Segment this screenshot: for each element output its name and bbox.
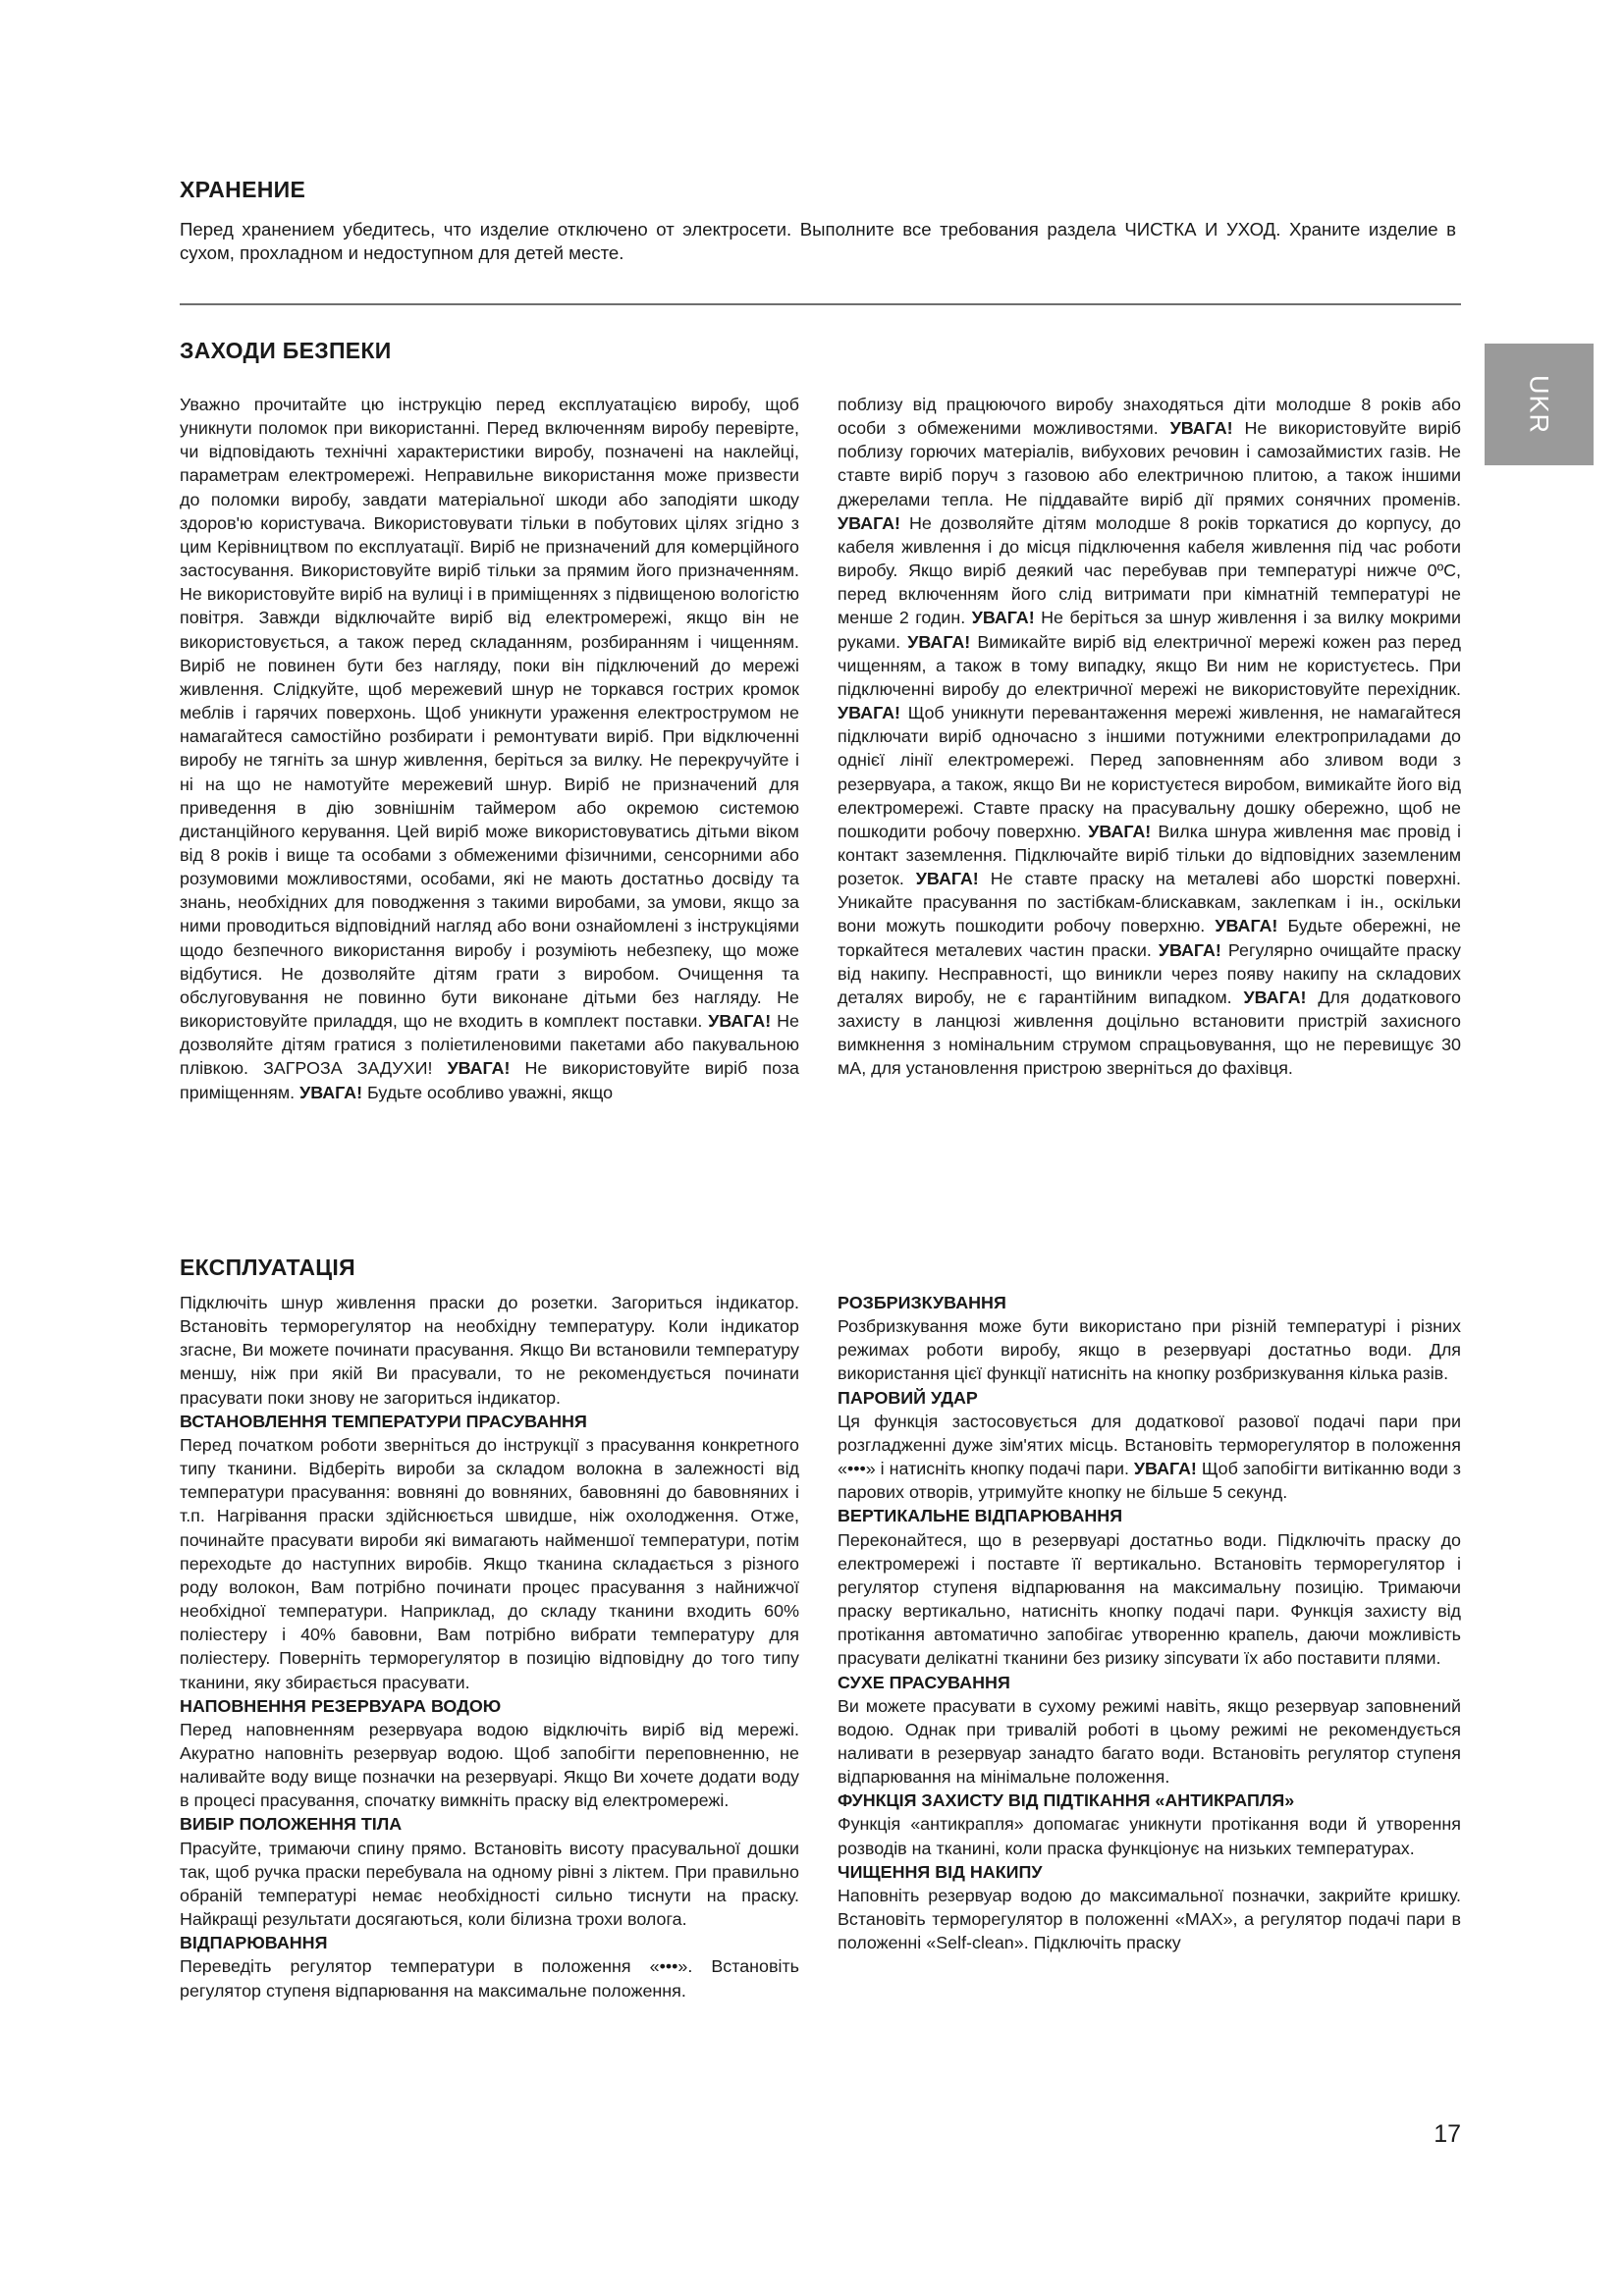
text-run: Прасуйте, тримаючи спину прямо. Встановіть висоту прасувальної дошки так, щоб ручка праски перебувала на одному рівні з ліктем. При правильно обраній температурі немає необхідності сильно тиснути на праску. Найкращі результати досягаються, коли білизна трохи волога. <box>180 1838 799 1930</box>
page-number: 17 <box>1434 2120 1461 2148</box>
warning-label: УВАГА! <box>838 512 900 533</box>
subsection-heading: ВСТАНОВЛЕННЯ ТЕМПЕРАТУРИ ПРАСУВАННЯ <box>180 1411 587 1431</box>
text-run: Ви можете прасувати в сухому режимі навіть, якщо резервуар заповнений водою. Однак при тривалій роботі в цьому режимі не рекомендується наливати в резервуар занадто багато води. Встановіть регулятор ступеня відпарювання на мінімальне положення. <box>838 1695 1461 1788</box>
text-run: Перед наповненням резервуара водою відключіть виріб від мережі. Акуратно наповніть резервуар водою. Щоб запобігти переповненню, не наливайте воду вище позначки на резервуарі. Якщо Ви хочете додати воду в процесі прасування, спочатку вимкніть праску від електромережі. <box>180 1719 799 1811</box>
subsection-heading: СУХЕ ПРАСУВАННЯ <box>838 1672 1010 1692</box>
storage-text: Перед хранением убедитесь, что изделие отключено от электросети. Выполните все требования раздела ЧИСТКА И УХОД. Храните изделие в сухом, прохладном и недоступном для детей месте. <box>180 219 1456 264</box>
paragraph <box>180 1837 799 1932</box>
text-run: Уважно прочитайте цю інструкцію перед експлуатацією виробу, щоб уникнути поломок при використанні. Перед включенням виробу перевірте, чи відповідають технічні характеристики виробу, позначені на наклейці, параметрам електромережі. Неправильне використання може призвести до поломки виробу, завдати матеріальної шкоди або заподіяти шкоду здоров'ю користувача. Використовувати тільки в побутових цілях згідно з цим Керівництвом по експлуатації. Виріб не призначений для комерційного застосування. Використовуйте виріб тільки за прямим його призначенням. Не використовуйте виріб на вулиці і в приміщеннях з підвищеною вологістю повітря. Завжди відключайте виріб від електромережі, якщо він не використовується, а також перед складанням, розбиранням і чищенням. Виріб не повинен бути без нагляду, поки він підключений до мережі живлення. Слідкуйте, щоб мережевий шнур не торкався гострих кромок меблів і гарячих поверхонь. Щоб уникнути ураження електрострумом не намагайтеся самостійно розбирати і ремонтувати виріб. При відключенні виробу не тягніть за шнур живлення, беріться за вилку. Не перекручуйте і ні на що не намотуйте мережевий шнур. Виріб не призначений для приведення в дію зовнішнім таймером або окремою системою дистанційного керування. Цей виріб може використовуватись дітьми віком від 8 років і вище та особами з обмеженими фізичними, сенсорними або розумовими можливостями, особами, які не мають достатньо досвіду та знань, необхідних для поводження з такими виробами, за умови, якщо за ними проводиться відповідний нагляд або вони ознайомлені з інструкціями щодо безпечного використання виробу і розуміють небезпеку, що може відбутися. Не дозволяйте дітям грати з виробом. Очищення та обслуговування не повинно бути виконане дітьми без нагляду. Не використовуйте приладдя, що не входить в комплект поставки. <box>180 395 799 1032</box>
warning-label: УВАГА! <box>915 869 979 889</box>
text-run: Вилка шнура живлення має провід і контакт заземлення. Підключайте виріб тільки до відповідних заземленим розеток. <box>838 821 1461 889</box>
subsection-heading: ПАРОВИЙ УДАР <box>838 1387 978 1408</box>
text-run: Регулярно очищайте праску від накипу. Несправності, що виникли через появу накипу на складових деталях виробу, не є гарантійним випадком. <box>838 939 1461 1007</box>
paragraph <box>838 1694 1461 1789</box>
paragraph <box>180 1954 799 2002</box>
text-run: Вимикайте виріб від електричної мережі кожен раз перед чищенням, а також в тому випадку, якщо Ви ним не користуєтесь. При підключенні виробу до електричної мережі не використовуйте перехідник. <box>838 631 1461 699</box>
subsection-heading: НАПОВНЕННЯ РЕЗЕРВУАРА ВОДОЮ <box>180 1695 502 1716</box>
subsection-heading: ВІДПАРЮВАННЯ <box>180 1933 328 1953</box>
warning-label: УВАГА! <box>299 1082 363 1102</box>
paragraph <box>838 393 1461 1081</box>
paragraph <box>180 393 799 1104</box>
section-divider <box>180 303 1461 305</box>
safety-text-right-column <box>838 393 1461 1081</box>
paragraph <box>838 1410 1461 1505</box>
warning-label: УВАГА! <box>1088 821 1152 841</box>
paragraph <box>838 1884 1461 1954</box>
text-run: Переконайтеся, що в резервуарі достатньо води. Підключіть праску до електромережі і поставте її вертикально. Встановіть терморегулятор і регулятор ступеня відпарювання на максимальну позицію. Тримаючи праску вертикально, натисніть кнопку подачі пари. Функція захисту від протікання автоматично запобігає утворенню крапель, даючи можливість прасувати делікатні тканини без ризику зіпсувати їх або поставити плями. <box>838 1529 1461 1669</box>
text-run: Не дозволяйте дітям молодше 8 років торкатися до корпусу, до кабеля живлення і до місця підключення кабеля живлення під час роботи виробу. Якщо виріб деякий час перебував при температурі нижче 0ºС, перед включенням його слід витримати при кімнатній температурі не менше 2 годин. <box>838 512 1461 628</box>
subsection-heading: ВИБІР ПОЛОЖЕННЯ ТІЛА <box>180 1814 403 1835</box>
paragraph <box>838 1314 1461 1385</box>
safety-text-left-column <box>180 393 799 1104</box>
operation-heading: ЕКСПЛУАТАЦІЯ <box>180 1255 355 1280</box>
text-run: Будьте особливо уважні, якщо <box>362 1082 614 1102</box>
text-run: Щоб запобігти витіканню води з парових отворів, утримуйте кнопку не більше 5 секунд. <box>838 1459 1461 1503</box>
paragraph <box>180 1291 799 1410</box>
warning-label: УВАГА! <box>447 1058 511 1079</box>
operation-right-column <box>838 1291 1461 1954</box>
text-run: Переведіть регулятор температури в положення «•••». Встановіть регулятор ступеня відпарювання на максимальне положення. <box>180 1956 799 2001</box>
warning-label: УВАГА! <box>1243 987 1307 1007</box>
safety-heading: ЗАХОДИ БЕЗПЕКИ <box>180 338 392 363</box>
text-run: Не використовуйте виріб поза приміщенням. <box>180 1058 799 1102</box>
storage-heading: ХРАНЕНИЕ <box>180 177 306 202</box>
text-run: Ця функція застосовується для додаткової разової подачі пари при розгладженні дуже зім'ятих місць. Встановіть терморегулятор в положення «•••» і натисніть кнопку подачі пари. <box>838 1411 1461 1479</box>
warning-label: УВАГА! <box>907 631 971 652</box>
warning-label: УВАГА! <box>708 1011 772 1032</box>
warning-label: УВАГА! <box>1169 418 1233 439</box>
language-tab <box>1485 344 1594 465</box>
paragraph <box>180 1718 799 1813</box>
text-run: Щоб уникнути перевантаження мережі живлення, не намагайтеся підключати виріб одночасно з іншими потужними електроприладами до однієї лінії електромережі. Перед заповненням або зливом води з резервуара, а також, якщо Ви не користуєтеся виробом, вимикайте його від електромережі. Ставте праску на прасувальну дошку обережно, щоб не пошкодити робочу поверхню. <box>838 703 1461 841</box>
text-run: Не ставте праску на металеві або шорсткі поверхні. Уникайте прасування по застібкам-блискавкам, заклепкам і ін., оскільки вони можуть пошкодити робочу поверхню. <box>838 869 1461 936</box>
subsection-heading: ВЕРТИКАЛЬНЕ ВІДПАРЮВАННЯ <box>838 1506 1123 1526</box>
text-run: Не беріться за шнур живлення і за вилку мокрими руками. <box>838 608 1461 652</box>
warning-label: УВАГА! <box>1215 916 1278 936</box>
paragraph <box>838 1528 1461 1671</box>
warning-label: УВАГА! <box>1133 1459 1197 1479</box>
subsection-heading: ЧИЩЕННЯ ВІД НАКИПУ <box>838 1861 1043 1882</box>
paragraph <box>180 1433 799 1694</box>
text-run: Не використовуйте виріб поблизу горючих матеріалів, вибухових речовин і самозаймистих газів. Не ставте виріб поруч з газовою або електричною плитою, а також іншими джерелами тепла. Не піддавайте виріб дії прямих сонячних променів. <box>838 418 1461 509</box>
language-tab-label: UKR <box>1524 374 1554 435</box>
text-run: Перед початком роботи зверніться до інструкції з прасування конкретного типу тканини. Відберіть вироби за складом волокна в залежності від температури прасування: вовняні до вовняних, бавовняні до бавовняних і т.п. Нагрівання праски здійснюється швидше, ніж охолодження. Отже, починайте прасувати вироби які вимагають найменшої температури, потім переходьте до наступних виробів. Якщо тканина складається з різного роду волокон, Вам потрібно починати процес прасування з найнижчої необхідної температури. Наприклад, до складу тканини входить 60% поліестеру і 40% бавовни, Вам потрібно вибрати температуру для поліестеру. Поверніть терморегулятор в позицію відповідну до того типу тканини, яку збирається прасувати. <box>180 1434 799 1692</box>
text-run: Функція «антикрапля» допомагає уникнути протікання води й утворення розводів на тканині, коли праска функціонує на низьких температурах. <box>838 1814 1461 1858</box>
subsection-heading: РОЗБРИЗКУВАННЯ <box>838 1293 1006 1312</box>
text-run: Будьте обережні, не торкайтеся металевих частин праски. <box>838 916 1461 960</box>
text-run: Для додаткового захисту в ланцюзі живлення доцільно встановити пристрій захисного вимкнення з номінальним струмом спрацьовування, що не перевищує 30 мА, для установлення пристрою зверніться до фахівця. <box>838 987 1461 1079</box>
operation-left-column <box>180 1291 799 2002</box>
text-run: Наповніть резервуар водою до максимальної позначки, закрийте кришку. Встановіть терморегулятор в положенні «MAX», а регулятор подачі пари в положенні «Self-clean». Підключіть праску <box>838 1885 1461 1953</box>
text-run: поблизу від працюючого виробу знаходяться діти молодше 8 років або особи з обмеженими можливостями. <box>838 395 1461 439</box>
warning-label: УВАГА! <box>1158 939 1221 960</box>
text-run: Підключіть шнур живлення праски до розетки. Загориться індикатор. Встановіть терморегулятор на необхідну температуру. Коли індикатор згасне, Ви можете починати прасування. Якщо Ви встановили температуру меншу, ніж при якій Ви прасували, то не рекомендується починати прасувати поки знову не загориться індикатор. <box>180 1293 799 1408</box>
warning-label: УВАГА! <box>971 608 1035 628</box>
paragraph <box>838 1812 1461 1859</box>
text-run: Не дозволяйте дітям гратися з поліетиленовими пакетами або пакувальною плівкою. ЗАГРОЗА ЗАДУХИ! <box>180 1011 799 1079</box>
text-run: Розбризкування може бути використано при різній температурі і різних режимах роботи виробу, якщо в резервуарі достатньо води. Для використання цієї функції натисніть на кнопку розбризкування кілька разів. <box>838 1316 1461 1384</box>
warning-label: УВАГА! <box>838 703 900 723</box>
subsection-heading: ФУНКЦІЯ ЗАХИСТУ ВІД ПІДТІКАННЯ «АНТИКРАПЛЯ» <box>838 1790 1295 1811</box>
